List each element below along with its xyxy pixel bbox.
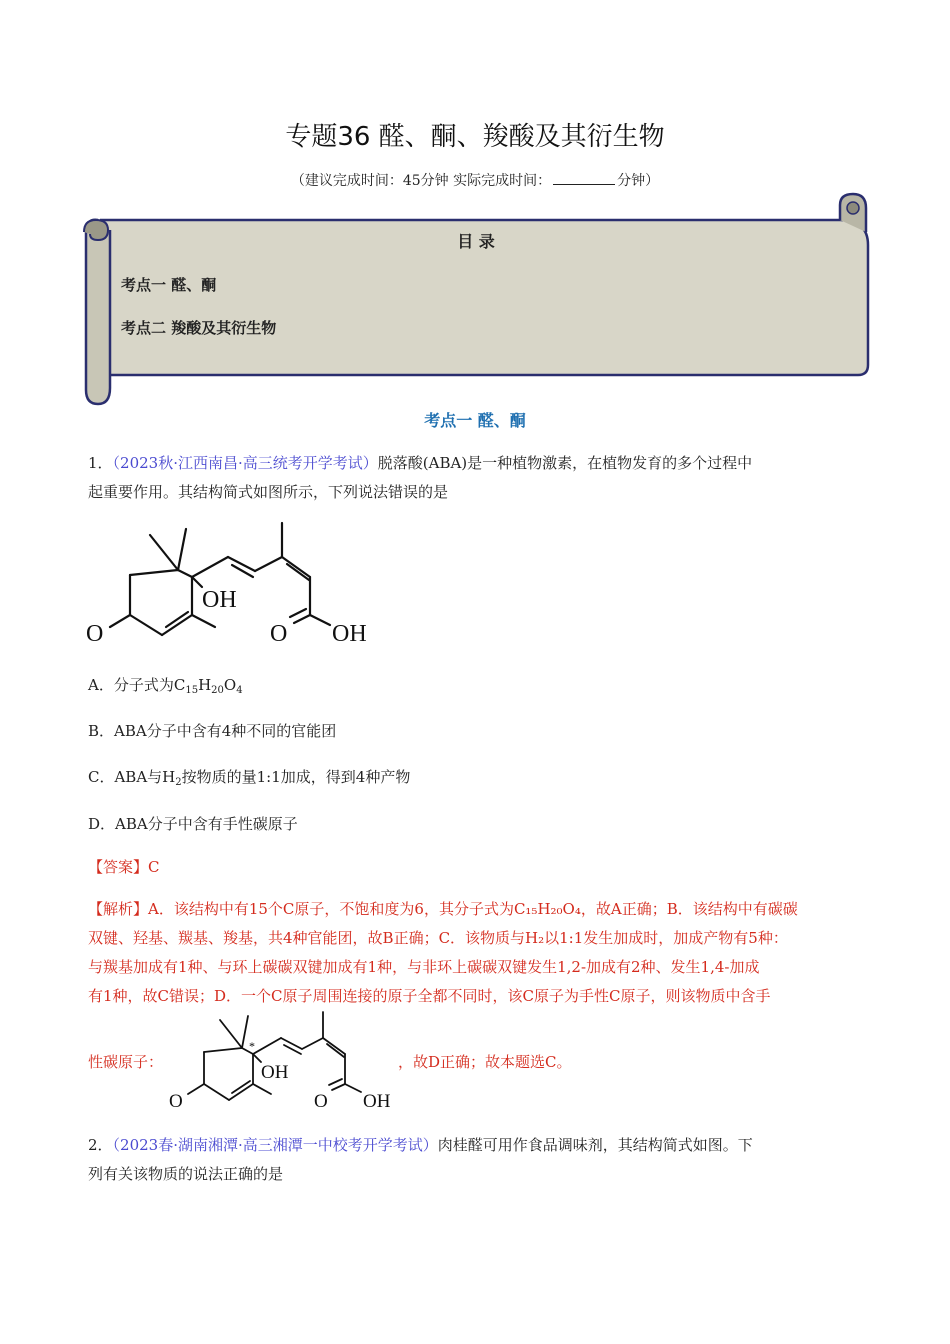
bond	[130, 570, 178, 575]
q2-stem-line2: 列有关该物质的说法正确的是	[88, 1165, 284, 1183]
atom-oh: OH	[202, 587, 237, 613]
q2-stem-line1: 肉桂醛可用作食品调味剂，其结构简式如图。下	[437, 1136, 753, 1154]
option-c-post: 按物质的量1:1加成，得到4种产物	[181, 768, 411, 786]
page-title: 专题36 醛、酮、羧酸及其衍生物	[285, 122, 665, 152]
toc-item-1[interactable]: 考点一 醛、酮	[121, 276, 217, 294]
analysis-line: 与羰基加成有1种、与环上碳碳双键加成有1种，与非环上碳碳双键发生1,2-加成有2种、发生1,4-加成	[88, 958, 760, 976]
subtitle-prefix: （建议完成时间：45分钟 实际完成时间：	[290, 173, 552, 189]
q1-stem-line2: 起重要作用。其结构简式如图所示，下列说法错误的是	[88, 483, 449, 501]
time-subtitle	[0, 170, 950, 190]
analysis-line-5-post: ，故D正确；故本题选C。	[398, 1053, 572, 1071]
section-heading: 考点一 醛、酮	[424, 411, 526, 430]
toc-item-2[interactable]: 考点二 羧酸及其衍生物	[121, 319, 277, 337]
q1-option-d[interactable]: D．ABA分子中含有手性碳原子	[88, 815, 298, 833]
option-c-pre: C．ABA与	[88, 768, 163, 786]
q1-stem-line1: 脱落酸(ABA)是一种植物激素，在植物发育的多个过程中	[377, 454, 753, 472]
q1-option-b[interactable]: B．ABA分子中含有4种不同的官能团	[88, 722, 337, 740]
q1-answer: 【答案】C	[88, 858, 160, 876]
option-c-h: H	[162, 768, 176, 786]
q1-source: （2023秋·江西南昌·高三统考开学考试）	[112, 454, 378, 472]
scroll-right-knob	[847, 202, 859, 214]
atom-o-acid: O	[270, 621, 288, 647]
toc-scroll	[80, 190, 875, 410]
atom-oh-acid: OH	[363, 1091, 391, 1112]
q1-option-c[interactable]	[88, 766, 410, 788]
analysis-line-5-pre: 性碳原子：	[88, 1053, 164, 1071]
atom-o-acid: O	[314, 1091, 328, 1112]
analysis-line: 有1种，故C错误；D．一个C原子周围连接的原子全都不同时，该C原子为手性C原子，则该物质中含手	[88, 987, 771, 1005]
toc-heading: 目 录	[457, 232, 495, 251]
chiral-star: *	[249, 1039, 255, 1053]
atom-o: O	[169, 1091, 183, 1112]
q2-source: （2023春·湖南湘潭·高三湘潭一中校考开学考试）	[112, 1136, 438, 1154]
q2-stem	[88, 1131, 868, 1189]
q1-option-a[interactable]	[88, 674, 243, 696]
aba-structure-chiral	[166, 1008, 406, 1118]
q1-stem	[88, 449, 868, 507]
atom-o: O	[86, 621, 104, 647]
option-a-label: A．分子式为	[88, 676, 174, 694]
analysis-line: 【解析】A．该结构中有15个C原子，不饱和度为6，其分子式为C₁₅H₂₀O₄，故A正确；B．该结构中有碳碳	[88, 900, 798, 918]
analysis-line: 双键、羟基、羰基、羧基，共4种官能团，故B正确；C．该物质与H₂以1:1发生加成时，加成产物有5种：	[88, 929, 788, 947]
q1-analysis	[88, 895, 878, 1011]
option-c-h-sub: 2	[175, 777, 182, 788]
q2-number: 2．	[88, 1136, 113, 1154]
aba-structure	[80, 515, 390, 655]
formula: $C_{15}H_{20}O_4$	[173, 676, 243, 696]
time-blank	[553, 184, 615, 185]
q1-number: 1．	[88, 454, 113, 472]
subtitle-suffix: 分钟）	[617, 173, 660, 189]
atom-oh: OH	[261, 1062, 289, 1083]
atom-oh-acid: OH	[332, 621, 367, 647]
